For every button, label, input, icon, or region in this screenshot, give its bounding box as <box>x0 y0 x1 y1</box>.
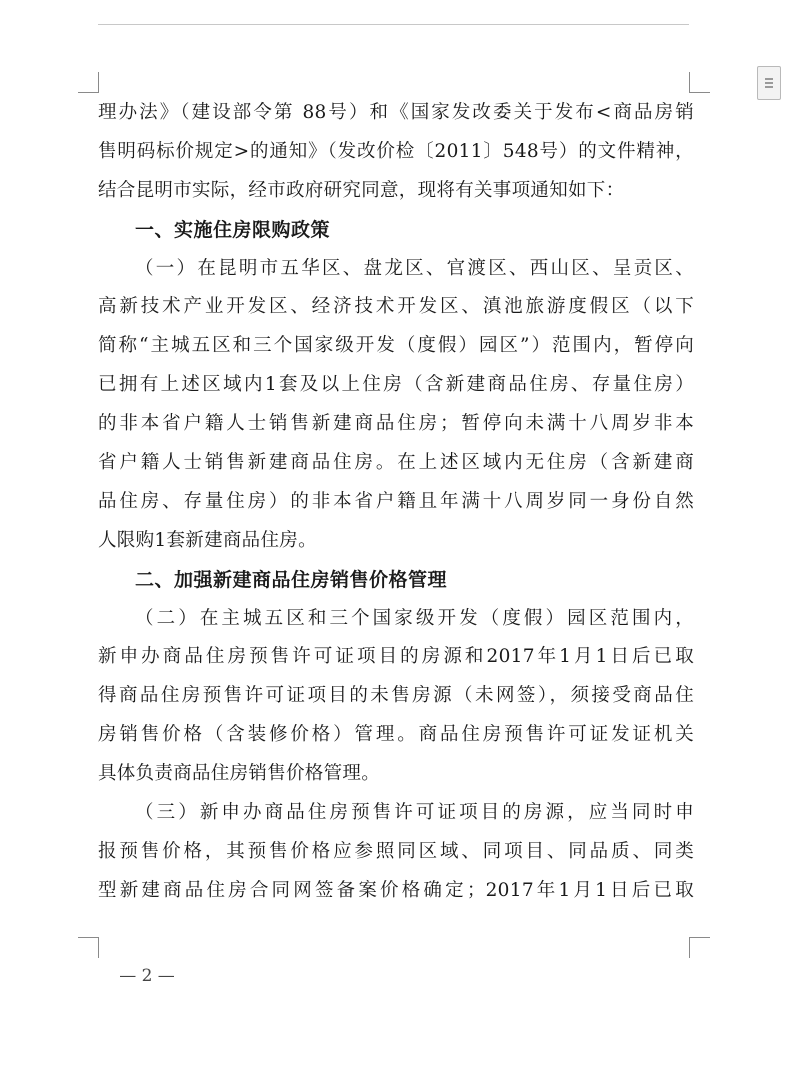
document-body <box>98 94 694 911</box>
text-line: 新申办商品住房预售许可证项目的房源和2017年1月1日后已取 <box>98 646 694 668</box>
text-line: 人限购1套新建商品住房。 <box>98 529 317 551</box>
text-line: 房销售价格（含装修价格）管理。商品住房预售许可证发证机关 <box>98 724 694 746</box>
margin-corner-bottom-left <box>78 937 99 958</box>
text-line: 的非本省户籍人士销售新建商品住房；暂停向未满十八周岁非本 <box>98 413 694 435</box>
text-line: 售明码标价规定>的通知》（发改价检〔2011〕548号）的文件精神， <box>98 140 694 162</box>
menu-lines-icon <box>765 78 773 88</box>
text-line: 理办法》（建设部令第 88号）和《国家发改委关于发布<商品房销 <box>98 102 694 123</box>
section-heading: 二、加强新建商品住房销售价格管理 <box>135 568 448 591</box>
page-top-rule <box>98 24 689 25</box>
page-number: — 2 — <box>119 966 175 986</box>
text-line: （二）在主城五区和三个国家级开发（度假）园区范围内， <box>135 607 694 629</box>
text-line: （一）在昆明市五华区、盘龙区、官渡区、西山区、呈贡区、 <box>135 257 694 279</box>
text-line: 报预售价格，其预售价格应参照同区域、同项目、同品质、同类 <box>98 840 694 862</box>
margin-corner-top-right <box>689 72 710 93</box>
text-line: 已拥有上述区域内1套及以上住房（含新建商品住房、存量住房） <box>98 374 694 396</box>
section-heading: 一、实施住房限购政策 <box>135 218 331 241</box>
text-line: 型新建商品住房合同网签备案价格确定；2017年1月1日后已取 <box>98 879 694 901</box>
margin-corner-bottom-right <box>689 937 710 958</box>
text-line: 品住房、存量住房）的非本省户籍且年满十八周岁同一身份自然 <box>98 490 694 512</box>
margin-corner-top-left <box>78 72 99 93</box>
text-line: 简称“主城五区和三个国家级开发（度假）园区”）范围内，暂停向 <box>98 335 694 357</box>
text-line: 省户籍人士销售新建商品住房。在上述区域内无住房（含新建商 <box>98 452 694 474</box>
text-line: 高新技术产业开发区、经济技术开发区、滇池旅游度假区（以下 <box>98 296 694 318</box>
side-panel-toggle-button[interactable] <box>757 66 781 100</box>
text-line: 具体负责商品住房销售价格管理。 <box>98 763 381 785</box>
text-line: 得商品住房预售许可证项目的未售房源（未网签），须接受商品住 <box>98 685 694 707</box>
text-line: （三）新申办商品住房预售许可证项目的房源，应当同时申 <box>135 802 694 824</box>
text-line: 结合昆明市实际，经市政府研究同意，现将有关事项通知如下： <box>98 179 625 201</box>
